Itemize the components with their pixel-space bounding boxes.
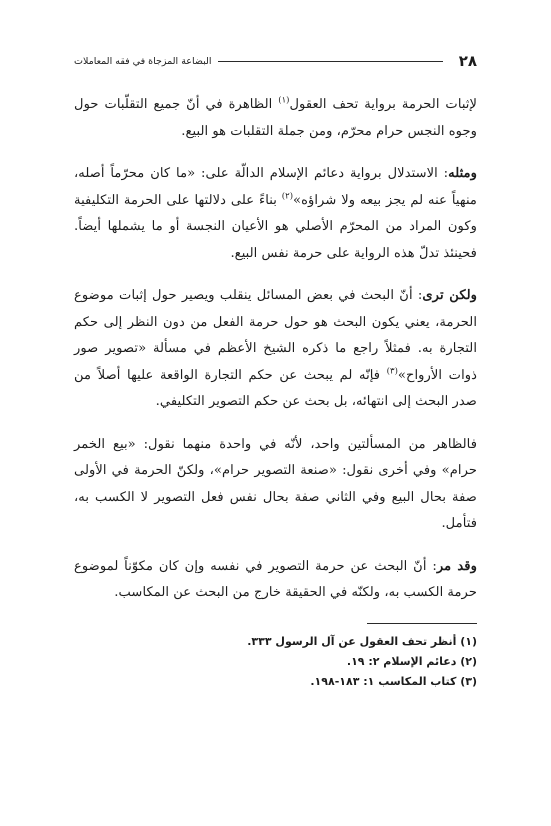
footnote-ref[interactable]: (١): [278, 95, 290, 106]
header-rule: [218, 61, 443, 62]
paragraph-text: لإثبات الحرمة برواية تحف العقول: [289, 97, 478, 112]
paragraph-text: فالظاهر من المسألتين واحد، لأنّه في واحدة منهما نقول: «بيع الخمر حرام» وفي أخرى نقول: «صنعة التصوير حرام»، ولكنّ الحرمة في الأولى صفة بحال البيع وفي الثاني صفة بحال نفس فعل التصوير لا الكسب به، فتأمل.: [74, 436, 477, 531]
paragraph-text: : أنّ البحث في بعض المسائل ينقلب ويصير حول إثبات موضوع الحرمة، يعني يكون البحث هو حول حرمة الفعل من دون النظر إلى حكم التجارة به. فمثلاً راجع ما ذكره الشيخ الأعظم في مسألة «تصوير صور ذوات الأرواح»: [74, 288, 477, 383]
footnote: [74, 652, 477, 672]
paragraph: [74, 283, 477, 416]
running-title: البضاعة المزجاة في فقه المعاملات: [74, 55, 212, 67]
body-text: [74, 92, 477, 607]
paragraph-lead: ومثله: [448, 166, 477, 181]
footnote-text: دعائم الإسلام ٢: ١٩.: [346, 654, 457, 668]
paragraph-text: الظاهرة في أنّ جميع التقلّبات حول وجوه النجس حرام محرّم، ومن جملة التقلبات هو البيع.: [74, 97, 477, 139]
footnote: [74, 672, 477, 692]
paragraph: [74, 432, 477, 538]
paragraph: [74, 92, 477, 145]
book-page: [74, 46, 477, 826]
footnote-separator: [367, 623, 477, 624]
paragraph: [74, 554, 477, 607]
footnotes-list: [74, 632, 477, 692]
footnote-number: (٣): [460, 674, 477, 688]
paragraph-lead: ولكن ترى: [422, 288, 477, 303]
footnote-text: أنظر تحف العقول عن آل الرسول ٣٣٣.: [247, 634, 457, 648]
paragraph-text: بناءً على دلالتها على الحرمة التكليفية وكون المراد من المحرّم الأصلي هو الأعيان النجسة أو ما يشملها أيضاً. فحينئذ تدلّ هذه الرواية على حرمة نفس البيع.: [74, 192, 477, 261]
footnote-number: (٢): [460, 654, 477, 668]
footnote-text: كتاب المكاسب ١: ١٨٣-١٩٨.: [310, 674, 457, 688]
running-header: [74, 46, 477, 76]
footnote-ref[interactable]: (٣): [386, 366, 398, 377]
paragraph-text: : أنّ البحث عن حرمة التصوير في نفسه وإن كان مكوّناً لموضوع حرمة الكسب به، ولكنّه في الحقيقة خارج من البحث عن المكاسب.: [74, 558, 477, 600]
paragraph-text: فإنّه لم يبحث عن حكم التجارة الواقعة عليها أصلاً من صدر البحث إلى انتهائه، بل بحث عن حكم التصوير التكليفي.: [74, 367, 477, 409]
paragraph-text: : الاستدلال برواية دعائم الإسلام الدالّة على: «ما كان محرّماً أصله، منهياً عنه لم يجز بيعه ولا شراؤه»: [74, 166, 477, 208]
paragraph-lead: وقد مر: [436, 558, 477, 574]
page-number: ٢٨: [458, 52, 477, 70]
footnote: [74, 632, 477, 652]
paragraph: [74, 161, 477, 267]
footnote-number: (١): [460, 634, 477, 648]
footnote-ref[interactable]: (٢): [281, 191, 294, 202]
